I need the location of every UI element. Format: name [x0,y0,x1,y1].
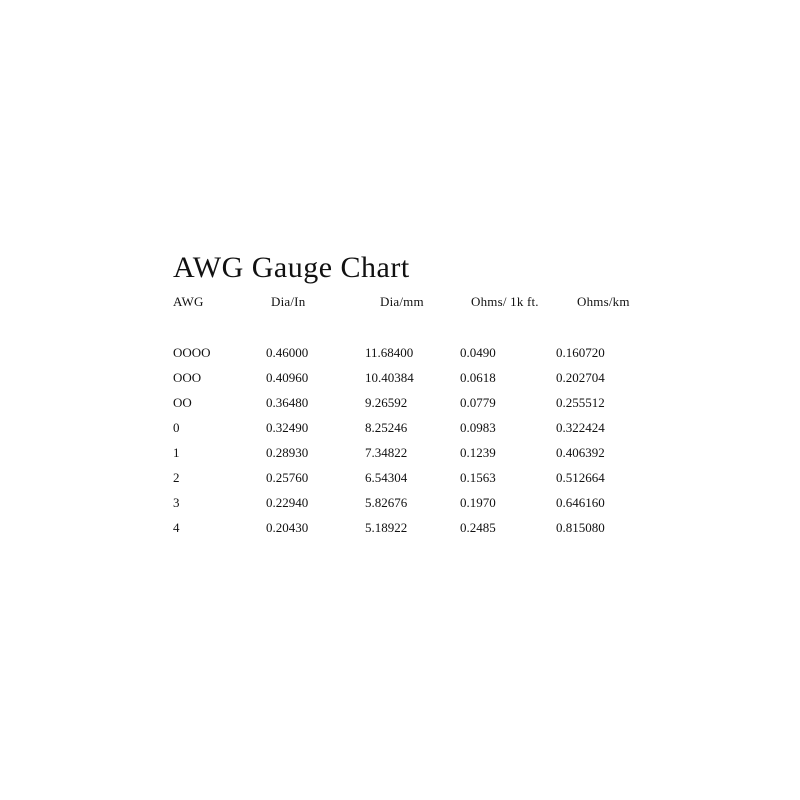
cell-ohms-km: 0.646160 [556,495,605,510]
cell-dia-mm: 9.26592 [365,395,408,410]
cell-ohms-km: 0.202704 [556,370,605,385]
header-dia-in: Dia/In [271,294,306,309]
cell-dia-mm: 8.25246 [365,420,408,435]
cell-dia-in: 0.40960 [266,370,309,385]
cell-dia-in: 0.36480 [266,395,309,410]
cell-ohms-km: 0.512664 [556,470,605,485]
cell-ohms-1k-ft: 0.1563 [460,470,496,485]
cell-awg: OOO [173,370,202,385]
cell-ohms-km: 0.406392 [556,445,605,460]
cell-awg: 3 [173,495,180,510]
cell-awg: 2 [173,470,180,485]
cell-awg: OO [173,395,192,410]
cell-ohms-1k-ft: 0.2485 [460,520,496,535]
cell-dia-in: 0.25760 [266,470,309,485]
cell-ohms-1k-ft: 0.1239 [460,445,496,460]
cell-dia-mm: 11.68400 [365,345,414,360]
cell-ohms-1k-ft: 0.0983 [460,420,496,435]
cell-dia-mm: 6.54304 [365,470,408,485]
cell-dia-mm: 5.82676 [365,495,408,510]
header-dia-mm: Dia/mm [380,294,424,309]
cell-ohms-1k-ft: 0.1970 [460,495,496,510]
cell-ohms-km: 0.815080 [556,520,605,535]
page-title: AWG Gauge Chart [173,251,410,284]
cell-dia-in: 0.46000 [266,345,309,360]
header-ohms-1k-ft: Ohms/ 1k ft. [471,294,539,309]
cell-awg: 4 [173,520,180,535]
header-awg: AWG [173,294,204,309]
cell-awg: 1 [173,445,180,460]
cell-ohms-km: 0.160720 [556,345,605,360]
cell-awg: 0 [173,420,180,435]
cell-ohms-1k-ft: 0.0779 [460,395,496,410]
cell-dia-in: 0.20430 [266,520,309,535]
cell-dia-in: 0.32490 [266,420,309,435]
cell-dia-in: 0.28930 [266,445,309,460]
cell-dia-mm: 5.18922 [365,520,408,535]
cell-ohms-1k-ft: 0.0618 [460,370,496,385]
cell-dia-mm: 7.34822 [365,445,408,460]
cell-dia-in: 0.22940 [266,495,309,510]
cell-ohms-km: 0.255512 [556,395,605,410]
cell-ohms-1k-ft: 0.0490 [460,345,496,360]
cell-dia-mm: 10.40384 [365,370,414,385]
cell-ohms-km: 0.322424 [556,420,605,435]
cell-awg: OOOO [173,345,211,360]
header-ohms-km: Ohms/km [577,294,630,309]
